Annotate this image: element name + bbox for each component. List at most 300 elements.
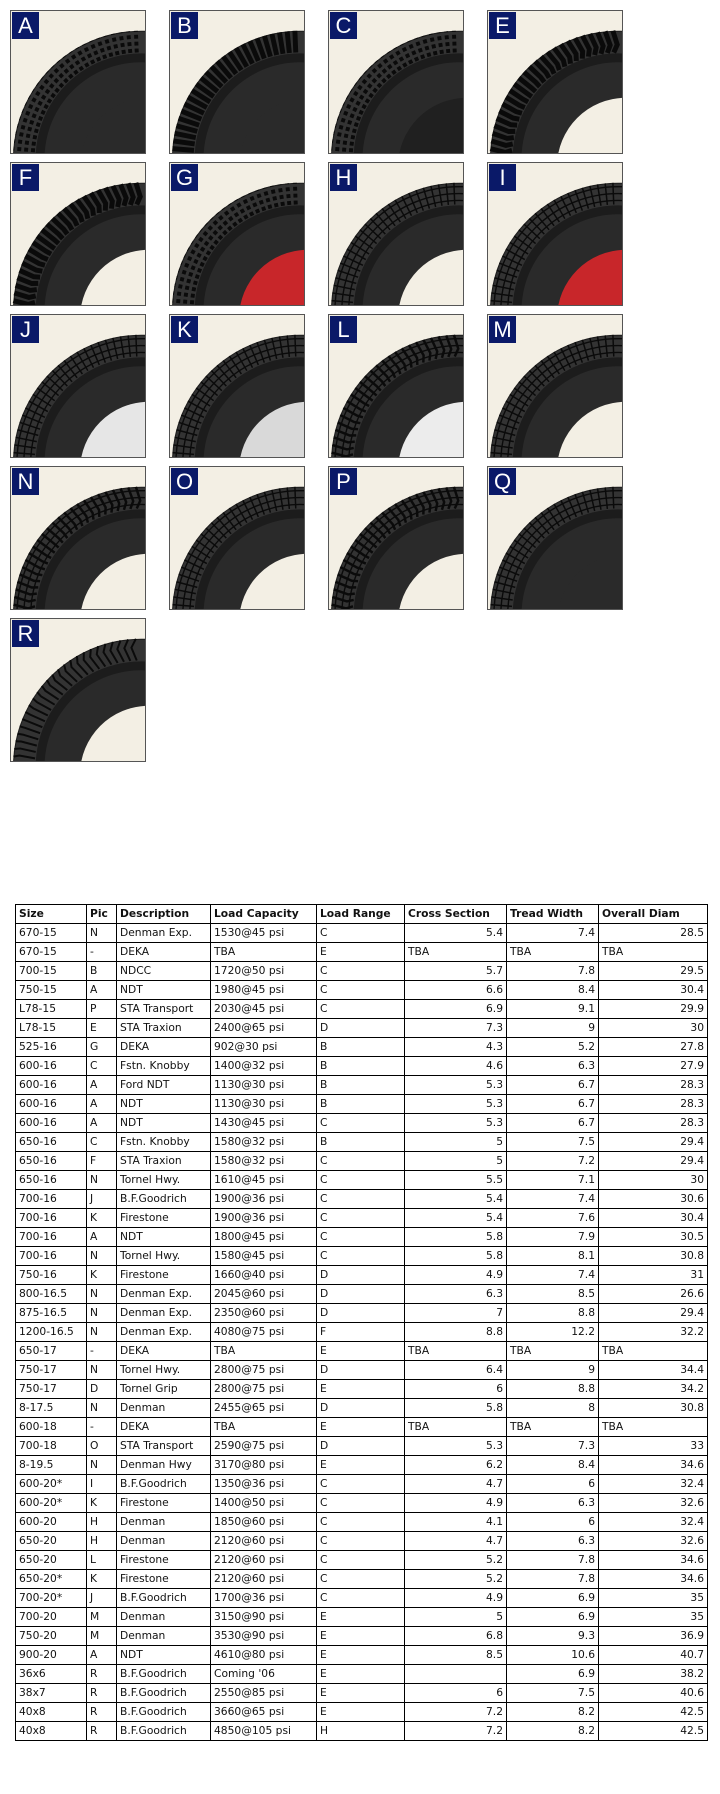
cell-description: Denman (117, 1399, 211, 1418)
cell-tread-width: 7.5 (507, 1684, 599, 1703)
cell-load-range: E (317, 1646, 405, 1665)
tire-spec-table (15, 904, 708, 1741)
cell-tread-width: 6.7 (507, 1114, 599, 1133)
cell-tread-width: 5.2 (507, 1038, 599, 1057)
tire-letter-badge: C (330, 12, 357, 39)
cell-pic: O (87, 1437, 117, 1456)
table-row (16, 943, 708, 962)
cell-tread-width: 6.9 (507, 1665, 599, 1684)
tire-photo-m (487, 314, 623, 458)
cell-load-range: B (317, 1057, 405, 1076)
cell-overall-diam: 28.3 (599, 1095, 708, 1114)
cell-load-capacity: 2120@60 psi (211, 1532, 317, 1551)
cell-size: 700-16 (16, 1190, 87, 1209)
header-overall-diam: Overall Diam (599, 905, 708, 924)
cell-overall-diam: 30 (599, 1171, 708, 1190)
cell-description: Fstn. Knobby (117, 1133, 211, 1152)
tire-letter-badge: I (489, 164, 516, 191)
cell-size: 38x7 (16, 1684, 87, 1703)
cell-pic: R (87, 1665, 117, 1684)
cell-size: 600-20 (16, 1513, 87, 1532)
cell-size: L78-15 (16, 1000, 87, 1019)
cell-pic: N (87, 1247, 117, 1266)
cell-pic: R (87, 1722, 117, 1741)
cell-tread-width: 6.3 (507, 1057, 599, 1076)
table-row (16, 1399, 708, 1418)
tire-letter-badge: N (12, 468, 39, 495)
cell-load-range: E (317, 1627, 405, 1646)
cell-load-capacity: 4850@105 psi (211, 1722, 317, 1741)
cell-tread-width: 8.2 (507, 1703, 599, 1722)
cell-pic: B (87, 962, 117, 981)
cell-load-range: E (317, 1456, 405, 1475)
header-tread-width: Tread Width (507, 905, 599, 924)
tire-photo-a (10, 10, 146, 154)
cell-pic: K (87, 1266, 117, 1285)
cell-tread-width: 6 (507, 1513, 599, 1532)
cell-cross-section: 5 (405, 1152, 507, 1171)
cell-load-capacity: 1580@32 psi (211, 1133, 317, 1152)
cell-load-range: E (317, 1608, 405, 1627)
cell-tread-width: 8.5 (507, 1285, 599, 1304)
cell-cross-section: 4.7 (405, 1532, 507, 1551)
tire-photo-grid (10, 10, 710, 872)
cell-cross-section: 6.6 (405, 981, 507, 1000)
cell-pic: R (87, 1703, 117, 1722)
cell-pic: M (87, 1608, 117, 1627)
cell-load-capacity: 1130@30 psi (211, 1095, 317, 1114)
cell-tread-width: 12.2 (507, 1323, 599, 1342)
cell-load-capacity: TBA (211, 1418, 317, 1437)
cell-load-capacity: 1580@45 psi (211, 1247, 317, 1266)
table-row (16, 1209, 708, 1228)
cell-cross-section: 6 (405, 1684, 507, 1703)
cell-tread-width: 6.7 (507, 1095, 599, 1114)
tire-letter-badge: H (330, 164, 357, 191)
cell-cross-section: 5.3 (405, 1095, 507, 1114)
cell-tread-width: 8.2 (507, 1722, 599, 1741)
tire-letter-badge: M (489, 316, 516, 343)
cell-load-range: E (317, 1380, 405, 1399)
tire-letter-badge: G (171, 164, 198, 191)
cell-pic: N (87, 1323, 117, 1342)
cell-pic: I (87, 1475, 117, 1494)
cell-tread-width: TBA (507, 943, 599, 962)
cell-load-range: H (317, 1722, 405, 1741)
cell-cross-section: 6 (405, 1380, 507, 1399)
tire-photo-g (169, 162, 305, 306)
header-pic: Pic (87, 905, 117, 924)
cell-tread-width: 7.6 (507, 1209, 599, 1228)
tire-photo-j (10, 314, 146, 458)
cell-load-range: E (317, 1684, 405, 1703)
table-row (16, 1228, 708, 1247)
cell-cross-section: 7.2 (405, 1703, 507, 1722)
cell-pic: A (87, 1095, 117, 1114)
cell-size: 670-15 (16, 924, 87, 943)
cell-pic: E (87, 1019, 117, 1038)
cell-overall-diam: 32.4 (599, 1475, 708, 1494)
cell-tread-width: 7.4 (507, 924, 599, 943)
table-row (16, 1285, 708, 1304)
tire-photo-r (10, 618, 146, 762)
cell-load-range: C (317, 1000, 405, 1019)
cell-description: Fstn. Knobby (117, 1057, 211, 1076)
cell-description: Denman (117, 1513, 211, 1532)
cell-size: 875-16.5 (16, 1304, 87, 1323)
cell-pic: A (87, 1114, 117, 1133)
table-row (16, 1627, 708, 1646)
cell-load-capacity: 2590@75 psi (211, 1437, 317, 1456)
cell-load-capacity: 3150@90 psi (211, 1608, 317, 1627)
cell-cross-section: 6.4 (405, 1361, 507, 1380)
cell-load-range: C (317, 1513, 405, 1532)
table-row (16, 1437, 708, 1456)
cell-load-capacity: 1400@32 psi (211, 1057, 317, 1076)
cell-size: 750-17 (16, 1380, 87, 1399)
cell-overall-diam: 28.3 (599, 1114, 708, 1133)
cell-overall-diam: 35 (599, 1608, 708, 1627)
cell-load-capacity: 1430@45 psi (211, 1114, 317, 1133)
tire-letter-badge: B (171, 12, 198, 39)
cell-tread-width: 6.9 (507, 1589, 599, 1608)
cell-load-range: C (317, 981, 405, 1000)
cell-overall-diam: 40.7 (599, 1646, 708, 1665)
table-row (16, 1361, 708, 1380)
cell-cross-section: 5.4 (405, 1209, 507, 1228)
cell-load-capacity: 4080@75 psi (211, 1323, 317, 1342)
cell-load-range: E (317, 943, 405, 962)
table-row (16, 1646, 708, 1665)
cell-load-range: C (317, 1228, 405, 1247)
header-size: Size (16, 905, 87, 924)
table-row (16, 1247, 708, 1266)
cell-load-capacity: 1800@45 psi (211, 1228, 317, 1247)
table-row (16, 1551, 708, 1570)
cell-load-capacity: 2120@60 psi (211, 1570, 317, 1589)
cell-tread-width: 7.8 (507, 1551, 599, 1570)
cell-overall-diam: TBA (599, 943, 708, 962)
tire-letter-badge: R (12, 620, 39, 647)
cell-load-capacity: 2800@75 psi (211, 1361, 317, 1380)
cell-overall-diam: 34.2 (599, 1380, 708, 1399)
header-load-capacity: Load Capacity (211, 905, 317, 924)
cell-overall-diam: 28.3 (599, 1076, 708, 1095)
cell-overall-diam: 32.6 (599, 1494, 708, 1513)
cell-tread-width: TBA (507, 1342, 599, 1361)
tire-photo-q (487, 466, 623, 610)
cell-size: 750-20 (16, 1627, 87, 1646)
table-row (16, 1133, 708, 1152)
cell-overall-diam: 29.4 (599, 1152, 708, 1171)
cell-overall-diam: 34.6 (599, 1570, 708, 1589)
tire-photo-l (328, 314, 464, 458)
table-row (16, 1323, 708, 1342)
cell-description: Denman Exp. (117, 1323, 211, 1342)
cell-pic: F (87, 1152, 117, 1171)
cell-load-capacity: 3170@80 psi (211, 1456, 317, 1475)
cell-overall-diam: 31 (599, 1266, 708, 1285)
cell-overall-diam: 29.9 (599, 1000, 708, 1019)
table-row (16, 1475, 708, 1494)
tire-photo-c (328, 10, 464, 154)
cell-load-capacity: 2800@75 psi (211, 1380, 317, 1399)
cell-load-capacity: 3660@65 psi (211, 1703, 317, 1722)
table-row (16, 1608, 708, 1627)
cell-size: 600-20* (16, 1494, 87, 1513)
cell-load-range: B (317, 1133, 405, 1152)
cell-load-capacity: 3530@90 psi (211, 1627, 317, 1646)
tire-photo-p (328, 466, 464, 610)
cell-size: L78-15 (16, 1019, 87, 1038)
cell-tread-width: 8.4 (507, 981, 599, 1000)
cell-overall-diam: 30 (599, 1019, 708, 1038)
cell-load-range: D (317, 1285, 405, 1304)
cell-tread-width: 9 (507, 1019, 599, 1038)
table-row (16, 1114, 708, 1133)
cell-load-capacity: TBA (211, 943, 317, 962)
cell-load-capacity: 1610@45 psi (211, 1171, 317, 1190)
tire-letter-badge: E (489, 12, 516, 39)
cell-cross-section: 5.8 (405, 1399, 507, 1418)
cell-size: 1200-16.5 (16, 1323, 87, 1342)
table-row (16, 1532, 708, 1551)
cell-tread-width: 7.4 (507, 1266, 599, 1285)
cell-tread-width: 9.1 (507, 1000, 599, 1019)
table-row (16, 1266, 708, 1285)
cell-pic: - (87, 943, 117, 962)
cell-load-range: C (317, 1114, 405, 1133)
cell-tread-width: 6 (507, 1475, 599, 1494)
cell-tread-width: 7.3 (507, 1437, 599, 1456)
cell-tread-width: 7.1 (507, 1171, 599, 1190)
cell-pic: G (87, 1038, 117, 1057)
cell-tread-width: 8 (507, 1399, 599, 1418)
cell-size: 700-20* (16, 1589, 87, 1608)
table-row (16, 1152, 708, 1171)
cell-tread-width: 6.3 (507, 1494, 599, 1513)
cell-size: 600-20* (16, 1475, 87, 1494)
cell-load-capacity: 2120@60 psi (211, 1551, 317, 1570)
cell-pic: H (87, 1513, 117, 1532)
cell-description: B.F.Goodrich (117, 1722, 211, 1741)
cell-cross-section: 5.4 (405, 924, 507, 943)
table-row (16, 1380, 708, 1399)
table-body (16, 924, 708, 1741)
cell-tread-width: 7.9 (507, 1228, 599, 1247)
cell-tread-width: 7.5 (507, 1133, 599, 1152)
cell-pic: R (87, 1684, 117, 1703)
cell-size: 700-15 (16, 962, 87, 981)
cell-overall-diam: 30.5 (599, 1228, 708, 1247)
table-header-row (16, 905, 708, 924)
cell-pic: C (87, 1057, 117, 1076)
cell-load-capacity: TBA (211, 1342, 317, 1361)
cell-size: 8-17.5 (16, 1399, 87, 1418)
cell-pic: J (87, 1589, 117, 1608)
cell-description: NDCC (117, 962, 211, 981)
cell-load-range: E (317, 1703, 405, 1722)
tire-photo-n (10, 466, 146, 610)
cell-cross-section: 4.1 (405, 1513, 507, 1532)
table-row (16, 1342, 708, 1361)
table-row (16, 1665, 708, 1684)
cell-overall-diam: 32.6 (599, 1532, 708, 1551)
cell-size: 700-18 (16, 1437, 87, 1456)
cell-size: 700-20 (16, 1608, 87, 1627)
tire-photo-o (169, 466, 305, 610)
cell-load-range: D (317, 1361, 405, 1380)
cell-load-capacity: 1400@50 psi (211, 1494, 317, 1513)
cell-overall-diam: 36.9 (599, 1627, 708, 1646)
cell-description: B.F.Goodrich (117, 1703, 211, 1722)
cell-load-range: C (317, 1589, 405, 1608)
table-row (16, 1494, 708, 1513)
cell-load-range: F (317, 1323, 405, 1342)
cell-tread-width: 8.4 (507, 1456, 599, 1475)
cell-pic: D (87, 1380, 117, 1399)
cell-pic: A (87, 1076, 117, 1095)
cell-cross-section: 5.3 (405, 1076, 507, 1095)
cell-description: STA Traxion (117, 1019, 211, 1038)
cell-size: 8-19.5 (16, 1456, 87, 1475)
cell-load-capacity: 1350@36 psi (211, 1475, 317, 1494)
cell-cross-section: 5.2 (405, 1570, 507, 1589)
cell-size: 700-16 (16, 1228, 87, 1247)
table-row (16, 1304, 708, 1323)
cell-description: B.F.Goodrich (117, 1665, 211, 1684)
tire-letter-badge: K (171, 316, 198, 343)
cell-load-range: B (317, 1095, 405, 1114)
cell-tread-width: 7.8 (507, 1570, 599, 1589)
cell-size: 650-16 (16, 1152, 87, 1171)
cell-size: 600-16 (16, 1057, 87, 1076)
cell-size: 600-16 (16, 1076, 87, 1095)
cell-overall-diam: 32.2 (599, 1323, 708, 1342)
cell-description: NDT (117, 981, 211, 1000)
cell-size: 650-16 (16, 1133, 87, 1152)
cell-load-capacity: 1530@45 psi (211, 924, 317, 943)
table-row (16, 1171, 708, 1190)
header-description: Description (117, 905, 211, 924)
cell-description: DEKA (117, 1038, 211, 1057)
cell-load-range: E (317, 1665, 405, 1684)
cell-overall-diam: 27.9 (599, 1057, 708, 1076)
cell-pic: N (87, 1456, 117, 1475)
cell-size: 525-16 (16, 1038, 87, 1057)
cell-overall-diam: 27.8 (599, 1038, 708, 1057)
cell-pic: C (87, 1133, 117, 1152)
table-row (16, 962, 708, 981)
cell-cross-section: 4.3 (405, 1038, 507, 1057)
cell-pic: N (87, 1361, 117, 1380)
cell-overall-diam: 42.5 (599, 1722, 708, 1741)
cell-overall-diam: 28.5 (599, 924, 708, 943)
cell-description: Firestone (117, 1494, 211, 1513)
cell-description: Ford NDT (117, 1076, 211, 1095)
cell-load-capacity: 2455@65 psi (211, 1399, 317, 1418)
cell-load-capacity: 1130@30 psi (211, 1076, 317, 1095)
cell-cross-section: 5.8 (405, 1228, 507, 1247)
table-row (16, 1418, 708, 1437)
cell-size: 650-20 (16, 1532, 87, 1551)
cell-description: Denman Exp. (117, 924, 211, 943)
cell-load-range: D (317, 1019, 405, 1038)
cell-load-capacity: 1900@36 psi (211, 1209, 317, 1228)
cell-overall-diam: 30.8 (599, 1247, 708, 1266)
cell-cross-section: 5.5 (405, 1171, 507, 1190)
cell-pic: A (87, 981, 117, 1000)
cell-overall-diam: TBA (599, 1418, 708, 1437)
cell-description: NDT (117, 1114, 211, 1133)
cell-load-range: C (317, 1152, 405, 1171)
cell-pic: M (87, 1627, 117, 1646)
cell-pic: A (87, 1228, 117, 1247)
cell-cross-section: 5 (405, 1608, 507, 1627)
table-row (16, 1076, 708, 1095)
cell-load-capacity: 2400@65 psi (211, 1019, 317, 1038)
tire-photo-b (169, 10, 305, 154)
cell-load-range: C (317, 1551, 405, 1570)
cell-tread-width: 7.8 (507, 962, 599, 981)
cell-description: Tornel Hwy. (117, 1361, 211, 1380)
cell-description: B.F.Goodrich (117, 1190, 211, 1209)
cell-overall-diam: 38.2 (599, 1665, 708, 1684)
cell-overall-diam: 32.4 (599, 1513, 708, 1532)
cell-cross-section: 5.7 (405, 962, 507, 981)
cell-description: DEKA (117, 943, 211, 962)
table-row (16, 981, 708, 1000)
cell-cross-section: 7.3 (405, 1019, 507, 1038)
cell-cross-section: 5 (405, 1133, 507, 1152)
cell-description: NDT (117, 1646, 211, 1665)
cell-load-capacity: 2350@60 psi (211, 1304, 317, 1323)
cell-description: STA Transport (117, 1437, 211, 1456)
cell-description: DEKA (117, 1418, 211, 1437)
cell-load-range: E (317, 1342, 405, 1361)
table-row (16, 1513, 708, 1532)
cell-overall-diam: 26.6 (599, 1285, 708, 1304)
table-row (16, 1703, 708, 1722)
cell-load-capacity: 1700@36 psi (211, 1589, 317, 1608)
cell-size: 36x6 (16, 1665, 87, 1684)
cell-load-range: D (317, 1304, 405, 1323)
cell-overall-diam: 34.6 (599, 1551, 708, 1570)
cell-cross-section: 7 (405, 1304, 507, 1323)
cell-size: 650-20 (16, 1551, 87, 1570)
table-row (16, 1019, 708, 1038)
cell-load-range: C (317, 962, 405, 981)
cell-description: B.F.Goodrich (117, 1684, 211, 1703)
cell-cross-section: 4.7 (405, 1475, 507, 1494)
tire-photo-i (487, 162, 623, 306)
header-load-range: Load Range (317, 905, 405, 924)
cell-size: 600-16 (16, 1095, 87, 1114)
cell-load-range: C (317, 1247, 405, 1266)
cell-load-capacity: 2030@45 psi (211, 1000, 317, 1019)
cell-pic: N (87, 1171, 117, 1190)
table-row (16, 1038, 708, 1057)
cell-size: 750-16 (16, 1266, 87, 1285)
cell-pic: K (87, 1209, 117, 1228)
tire-letter-badge: L (330, 316, 357, 343)
cell-cross-section: 5.4 (405, 1190, 507, 1209)
cell-size: 900-20 (16, 1646, 87, 1665)
tire-letter-badge: F (12, 164, 39, 191)
cell-description: DEKA (117, 1342, 211, 1361)
tire-letter-badge: A (12, 12, 39, 39)
cell-cross-section: TBA (405, 1418, 507, 1437)
